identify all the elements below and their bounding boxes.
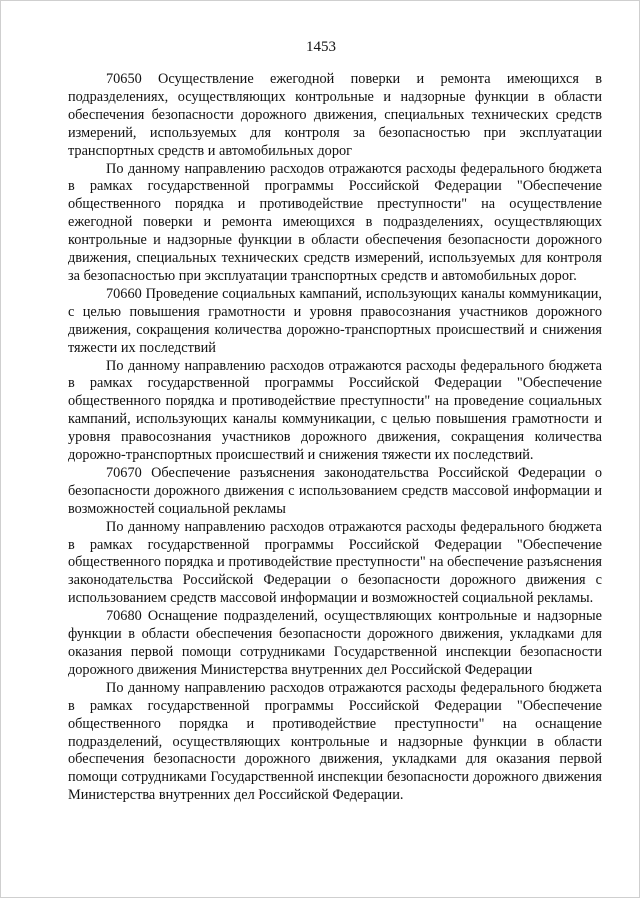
paragraph-70660-heading: 70660 Проведение социальных кампаний, использующих каналы коммуникации, с целью повышения грамотности и уровня правосознания участников дорожного движения, сокращения количества дорожно-транспортных происшествий и снижения тяжести их последствий [68, 285, 602, 356]
paragraph-70650-description: По данному направлению расходов отражаются расходы федерального бюджета в рамках государственной программы Российской Федерации "Обеспечение общественного порядка и противодействие преступности" на осуществление ежегодной поверки и ремонта имеющихся в подразделениях, осуществляющих контрольные и надзорные функции в области обеспечения безопасности дорожного движения, специальных технических средств измерений, используемых для контроля за безопасностью при эксплуатации транспортных средств и автомобильных дорог. [68, 160, 602, 284]
paragraph-70670-heading: 70670 Обеспечение разъяснения законодательства Российской Федерации о безопасности дорожного движения с использованием средств массовой информации и возможностей социальной рекламы [68, 464, 602, 517]
paragraph-70670-description: По данному направлению расходов отражаются расходы федерального бюджета в рамках государственной программы Российской Федерации "Обеспечение общественного порядка и противодействие преступности" на обеспечение разъяснения законодательства Российской Федерации о безопасности дорожного движения с использованием средств массовой информации и возможностей социальной рекламы. [68, 518, 602, 607]
paragraph-70650-heading: 70650 Осуществление ежегодной поверки и ремонта имеющихся в подразделениях, осуществляющих контрольные и надзорные функции в области обеспечения безопасности дорожного движения, специальных технических средств измерений, используемых для контроля за безопасностью при эксплуатации транспортных средств и автомобильных дорог [68, 71, 602, 159]
paragraph-70660-description: По данному направлению расходов отражаются расходы федерального бюджета в рамках государственной программы Российской Федерации "Обеспечение общественного порядка и противодействие преступности" на проведение социальных кампаний, использующих каналы коммуникации, с целью повышения грамотности и уровня правосознания участников дорожного движения, сокращения количества дорожно-транспортных происшествий и снижения тяжести их последствий. [68, 357, 602, 464]
document-body [68, 71, 602, 805]
paragraph-70680-heading: 70680 Оснащение подразделений, осуществляющих контрольные и надзорные функции в области обеспечения безопасности дорожного движения, укладками для оказания первой помощи сотрудниками Государственной инспекции безопасности дорожного движения Министерства внутренних дел Российской Федерации [68, 608, 602, 678]
page-number: 1453 [306, 39, 336, 55]
paragraph-70680-description: По данному направлению расходов отражаются расходы федерального бюджета в рамках государственной программы Российской Федерации "Обеспечение общественного порядка и противодействие преступности" на оснащение подразделений, осуществляющих контрольные и надзорные функции в области обеспечения безопасности дорожного движения, укладками для оказания первой помощи сотрудниками Государственной инспекции безопасности дорожного движения Министерства внутренних дел Российской Федерации. [68, 679, 602, 804]
